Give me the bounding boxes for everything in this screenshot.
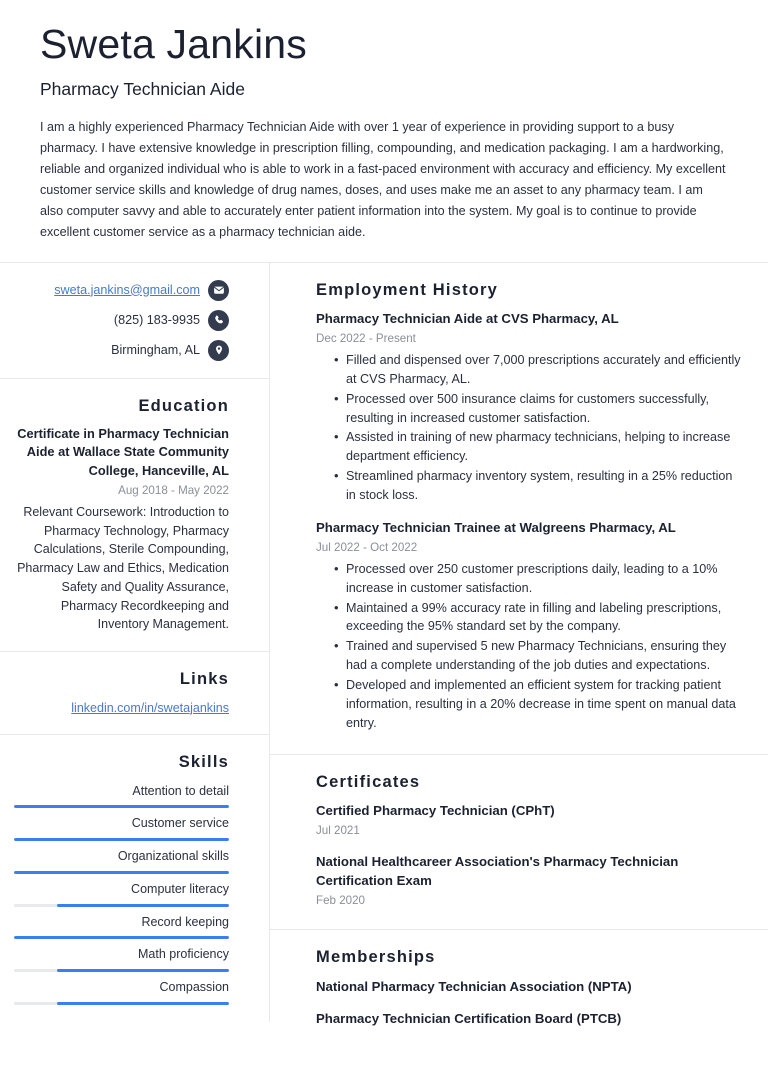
job-date-range: Dec 2022 - Present (316, 331, 416, 345)
job-bullet: • Processed over 250 customer prescriptions daily, leading to a 10% increase in customer satisfaction. (334, 560, 744, 598)
certificate-name: Certified Pharmacy Technician (CPhT) (316, 803, 555, 819)
job-bullet: • Assisted in training of new pharmacy technicians, helping to increase department efficiency. (334, 428, 744, 466)
envelope-icon (208, 280, 229, 301)
education-section-title: Education (138, 396, 229, 415)
contact-email-value[interactable]: sweta.jankins@gmail.com (54, 282, 200, 297)
sidebar-column (0, 263, 270, 1022)
employment-section-title: Employment History (316, 280, 499, 299)
skill-level-fill (57, 1002, 229, 1005)
certificate-entry (316, 802, 744, 839)
education-date: Aug 2018 - May 2022 (118, 483, 229, 497)
skill-label: Organizational skills (117, 849, 229, 864)
skill-item (14, 945, 229, 972)
jobs-list (316, 310, 744, 733)
contact-phone-value: (825) 183-9935 (113, 312, 200, 327)
certificate-name: National Healthcareer Association's Pharmacy Technician Certification Exam (316, 854, 679, 889)
skill-level-fill (57, 904, 229, 907)
job-title-company: Pharmacy Technician Trainee at Walgreens Pharmacy, AL (316, 520, 676, 536)
skill-item (14, 814, 229, 841)
skill-level-bar (14, 1002, 229, 1005)
links-section-title: Links (179, 670, 229, 689)
membership-item: National Pharmacy Technician Association (NPTA) (316, 978, 632, 994)
certificates-list (316, 802, 744, 909)
skill-item (14, 782, 229, 809)
skill-label: Attention to detail (132, 783, 229, 798)
contact-email-row[interactable] (14, 280, 229, 301)
skill-label: Math proficiency (137, 947, 229, 962)
main-column (270, 263, 768, 1050)
certificate-entry (316, 853, 744, 909)
job-bullet: • Developed and implemented an efficient system for tracking patient information, resulting in a 20% decrease in time spent on manual data entry. (334, 676, 744, 733)
resume-body (0, 263, 768, 1050)
job-entry (316, 310, 744, 505)
contact-location-row (14, 340, 229, 361)
skill-item (14, 913, 229, 940)
skills-list (14, 782, 229, 1005)
job-bullet: • Filled and dispensed over 7,000 prescriptions accurately and efficiently at CVS Pharmacy, AL. (334, 351, 744, 389)
education-entry (14, 425, 229, 634)
skill-label: Customer service (131, 816, 229, 831)
certificates-section-title: Certificates (316, 772, 421, 791)
job-bullet: • Processed over 500 insurance claims for customers successfully, resulting in increased customer satisfaction. (334, 390, 744, 428)
job-date-range: Jul 2022 - Oct 2022 (316, 540, 418, 554)
candidate-job-title: Pharmacy Technician Aide (40, 78, 245, 99)
skill-label: Compassion (159, 980, 229, 995)
skill-label: Record keeping (141, 914, 229, 929)
skill-level-bar (14, 871, 229, 874)
job-title-company: Pharmacy Technician Aide at CVS Pharmacy, AL (316, 311, 619, 327)
job-bullet-list (316, 351, 744, 505)
memberships-list (316, 978, 744, 1029)
skills-section (0, 735, 269, 1022)
contact-details-section (0, 263, 269, 379)
skill-item (14, 978, 229, 1005)
skill-level-bar (14, 936, 229, 939)
job-bullet-list (316, 560, 744, 733)
certificate-date: Jul 2021 (316, 824, 360, 838)
link-item[interactable]: linkedin.com/in/swetajankins (71, 700, 229, 715)
candidate-name: Sweta Jankins (40, 21, 307, 67)
certificate-date: Feb 2020 (316, 893, 365, 907)
skill-level-bar (14, 904, 229, 907)
skill-level-fill (14, 936, 229, 939)
professional-summary: I am a highly experienced Pharmacy Technician Aide with over 1 year of experience in providing support to a busy pharmacy. I have extensive knowledge in prescription filling, compounding, and medication packaging. I am a hardworking, reliable and organized individual who is able to work in a fast-paced environment with accuracy and efficiency. My excellent customer service skills and knowledge of drug names, doses, and uses make me an asset to any pharmacy team. I am also computer savvy and able to accurately enter patient information into the system. My goal is to continue to provide excellent customer service as a pharmacy technician aide. (40, 119, 726, 240)
skill-item (14, 880, 229, 907)
membership-item: Pharmacy Technician Certification Board (PTCB) (316, 1011, 622, 1027)
skill-label: Computer literacy (131, 881, 229, 896)
skill-level-bar (14, 969, 229, 972)
skill-level-bar (14, 838, 229, 841)
job-bullet: • Maintained a 99% accuracy rate in filling and labeling prescriptions, exceeding the 95% standard set by the company. (334, 599, 744, 637)
skill-level-bar (14, 805, 229, 808)
job-entry (316, 519, 744, 733)
links-section (0, 652, 269, 735)
education-description: Relevant Coursework: Introduction to Pharmacy Technology, Pharmacy Calculations, Sterile Compounding, Pharmacy Law and Ethics, Medication Safety and Quality Assurance, Pharmacy Recordkeeping and Inventory Management. (17, 504, 229, 632)
skill-level-fill (57, 969, 229, 972)
skill-level-fill (14, 871, 229, 874)
map-pin-icon (208, 340, 229, 361)
job-bullet: • Trained and supervised 5 new Pharmacy Technicians, ensuring they had a complete understanding of the job duties and expectations. (334, 637, 744, 675)
phone-icon (208, 310, 229, 331)
skill-item (14, 847, 229, 874)
skill-level-fill (14, 838, 229, 841)
education-section (0, 379, 269, 653)
skill-level-fill (14, 805, 229, 808)
job-bullet: • Streamlined pharmacy inventory system, resulting in a 25% reduction in stock loss. (334, 467, 744, 505)
contact-phone-row[interactable] (14, 310, 229, 331)
certificates-section (270, 755, 768, 930)
education-degree: Certificate in Pharmacy Technician Aide at Wallace State Community College, Hanceville, AL (17, 426, 229, 478)
resume-header (0, 0, 768, 262)
skills-section-title: Skills (178, 752, 229, 771)
memberships-section (270, 930, 768, 1049)
contact-location-value: Birmingham, AL (111, 342, 200, 357)
employment-history-section (270, 263, 768, 755)
memberships-section-title: Memberships (316, 948, 436, 967)
